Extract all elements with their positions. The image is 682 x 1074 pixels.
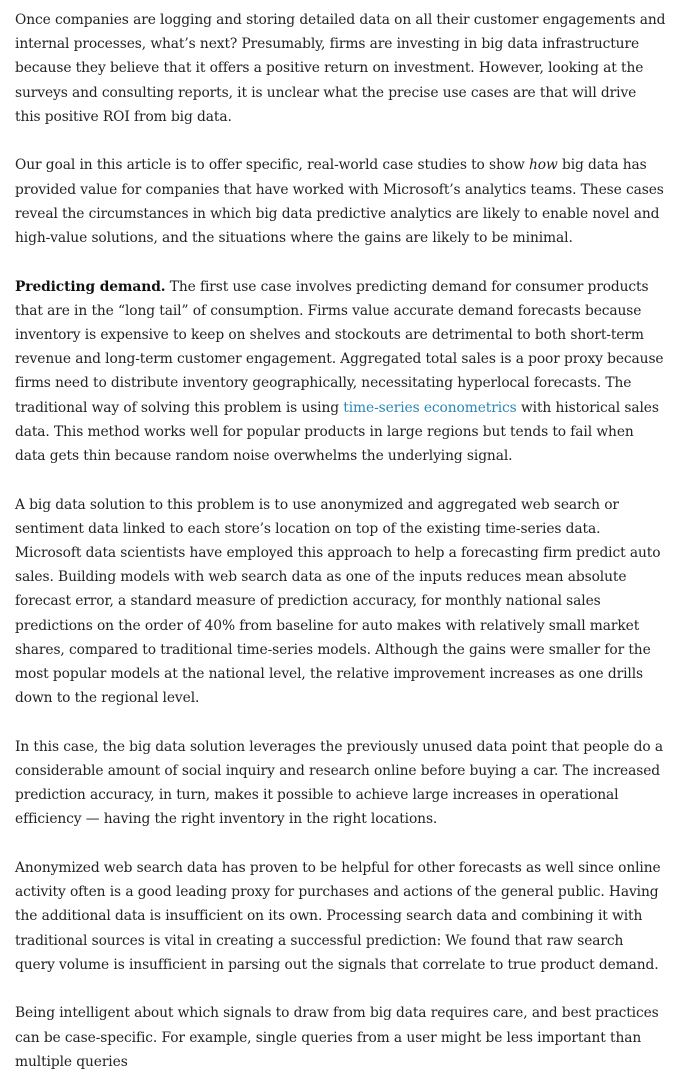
- section-lead-predicting-demand: Predicting demand.: [15, 278, 166, 295]
- emphasis-how: how: [529, 157, 558, 174]
- paragraph-intro: Once companies are logging and storing detailed data on all their customer engagements and internal processes, what’s next? Presumably, firms are investing in big data infrastructure because they believe that it offers a positive return on investment. However, looking at the surveys and consulting reports, it is unclear what the precise use cases are that will drive this positive ROI from big data.: [15, 12, 666, 125]
- paragraph-this-case: In this case, the big data solution leverages the previously unused data point that people do a considerable amount of social inquiry and research online before buying a car. The increased prediction accuracy, in turn, makes it possible to achieve large increases in operational efficiency — having the right inventory in the right locations.: [15, 738, 663, 828]
- time-series-econometrics-link[interactable]: time-series econometrics: [343, 399, 517, 416]
- paragraph-predicting-demand-text-end: with historical sales data. This method works well for popular products in large regions but tends to fail when data gets thin because random noise overwhelms the underlying signal.: [15, 399, 659, 465]
- paragraph-goal-text-start: Our goal in this article is to offer specific, real-world case studies to show: [15, 157, 529, 174]
- paragraph-big-data-solution: A big data solution to this problem is to use anonymized and aggregated web search or sentiment data linked to each store’s location on top of the existing time-series data. Microsoft data scientists have employed this approach to help a forecasting firm predict auto sales. Building models with web search data as one of the inputs reduces mean absolute forecast error, a standard measure of prediction accuracy, for monthly national sales predictions on the order of 40% from baseline for auto makes with relatively small market shares, compared to traditional time-series models. Although the gains were smaller for the most popular models at the national level, the relative improvement increases as one drills down to the regional level.: [15, 496, 661, 707]
- paragraph-predicting-demand-text-start: The first use case involves predicting demand for consumer products that are in the “long tail” of consumption. Firms value accurate demand forecasts because inventory is expensive to keep on shelves and stockouts are detrimental to both short-term revenue and long-term customer engagement. Aggregated total sales is a poor proxy because firms need to distribute inventory geographically, necessitating hyperlocal forecasts. The traditional way of solving this problem is using: [15, 278, 664, 416]
- paragraph-goal: [15, 153, 666, 250]
- paragraph-predicting-demand: [15, 275, 666, 469]
- paragraph-intelligent-signals: Being intelligent about which signals to draw from big data requires care, and best practices can be case-specific. For example, single queries from a user might be less important than multiple queries: [15, 1005, 659, 1070]
- paragraph-goal-text-end: big data has provided value for companies that have worked with Microsoft’s analytics teams. These cases reveal the circumstances in which big data predictive analytics are likely to enable novel and high-value solutions, and the situations where the gains are likely to be minimal.: [15, 157, 664, 247]
- paragraph-web-search-data: Anonymized web search data has proven to be helpful for other forecasts as well since online activity often is a good leading proxy for purchases and actions of the general public. Having the additional data is insufficient on its own. Processing search data and combining it with traditional sources is vital in creating a successful prediction: We found that raw search query volume is insufficient in parsing out the signals that correlate to true product demand.: [15, 860, 661, 973]
